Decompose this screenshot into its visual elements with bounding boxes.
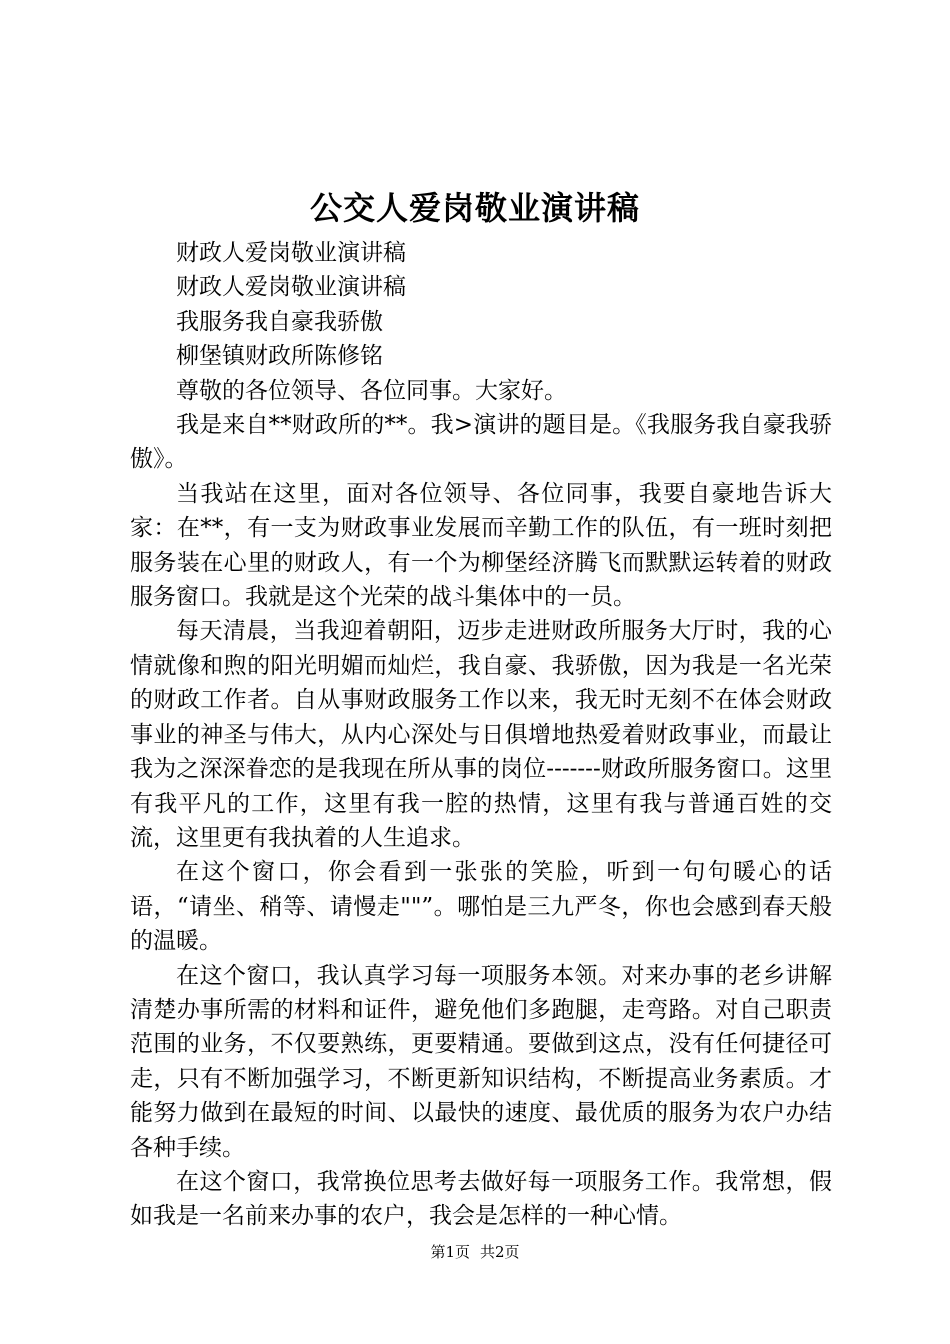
paragraph: 柳堡镇财政所陈修铭 <box>176 343 383 370</box>
paragraph: 每天清晨，当我迎着朝阳，迈步走进财政所服务大厅时，我的心情就像和煦的阳光明媚而灿烂，我自豪、我骄傲，因为我是一名光荣的财政工作者。自从事财政服务工作以来，我无时无刻不在体会财政事业的神圣与伟大，从内心深处与日俱增地热爱着财政事业，而最让我为之深深眷恋的是我现在所从事的岗位-------财政所服务窗口。这里有我平凡的工作，这里有我一腔的热情，这里有我与普通百姓的交流，这里更有我执着的人生追求。 <box>130 618 832 851</box>
paragraph: 当我站在这里，面对各位领导、各位同事，我要自豪地告诉大家：在**，有一支为财政事业发展而辛勤工作的队伍，有一班时刻把服务装在心里的财政人，有一个为柳堡经济腾飞而默默运转着的财政服务窗口。我就是这个光荣的战斗集体中的一员。 <box>130 480 832 611</box>
paragraph: 在这个窗口，我常换位思考去做好每一项服务工作。我常想，假如我是一名前来办事的农户，我会是怎样的一种心情。 <box>130 1168 832 1230</box>
paragraph: 在这个窗口，你会看到一张张的笑脸，听到一句句暖心的话语，“请坐、稍等、请慢走""”。哪怕是三九严冬，你也会感到春天般的温暖。 <box>130 859 832 955</box>
page-number: 第1页 <box>430 1243 470 1261</box>
document-title: 公交人爱岗敬业演讲稿 <box>309 189 640 227</box>
paragraph: 在这个窗口，我认真学习每一项服务本领。对来办事的老乡讲解清楚办事所需的材料和证件，避免他们多跑腿，走弯路。对自己职责范围的业务，不仅要熟练，更要精通。要做到这点，没有任何捷径可走，只有不断加强学习，不断更新知识结构，不断提高业务素质。才能努力做到在最短的时间、以最快的速度、最优质的服务为农户办结各种手续。 <box>130 962 832 1161</box>
paragraph: 尊敬的各位领导、各位同事。大家好。 <box>176 377 567 404</box>
page-total: 共2页 <box>480 1243 520 1261</box>
page-footer <box>0 1242 950 1262</box>
paragraph: 我服务我自豪我骄傲 <box>176 308 383 335</box>
paragraph: 财政人爱岗敬业演讲稿 <box>176 274 406 301</box>
document-body <box>130 236 832 1234</box>
paragraph: 财政人爱岗敬业演讲稿 <box>176 240 406 266</box>
paragraph: 我是来自**财政所的**。我>演讲的题目是。《我服务我自豪我骄傲》。 <box>130 412 832 473</box>
